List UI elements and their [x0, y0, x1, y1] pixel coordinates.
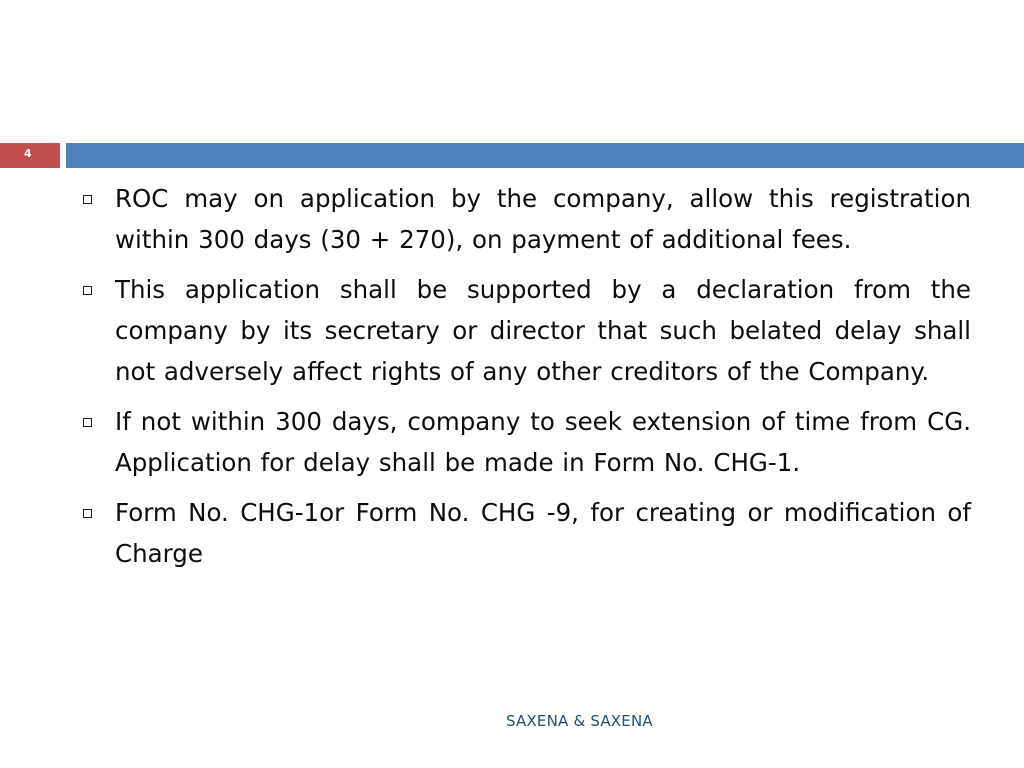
square-bullet-icon [83, 195, 92, 204]
square-bullet-icon [83, 286, 92, 295]
list-item [78, 178, 971, 260]
list-item [78, 401, 971, 483]
square-bullet-icon [83, 509, 92, 518]
list-item [78, 269, 971, 392]
list-item [78, 492, 971, 574]
bullet-text: This application shall be supported by a declaration from the company by its secretary or director that such belated delay shall not adversely affect rights of any other creditors of the Company. [115, 275, 971, 386]
bullet-list [78, 178, 971, 583]
slide-number: 4 [24, 147, 32, 160]
bullet-text: If not within 300 days, company to seek extension of time from CG. Application for delay shall be made in Form No. CHG-1. [115, 407, 971, 477]
square-bullet-icon [83, 418, 92, 427]
bullet-text: ROC may on application by the company, allow this registration within 300 days (30 + 270), on payment of additional fees. [115, 184, 971, 254]
slide-number-bar [0, 143, 60, 168]
header-bar [66, 143, 1024, 168]
footer-text: SAXENA & SAXENA [506, 712, 653, 730]
bullet-text: Form No. CHG-1or Form No. CHG -9, for creating or modification of Charge [115, 498, 971, 568]
